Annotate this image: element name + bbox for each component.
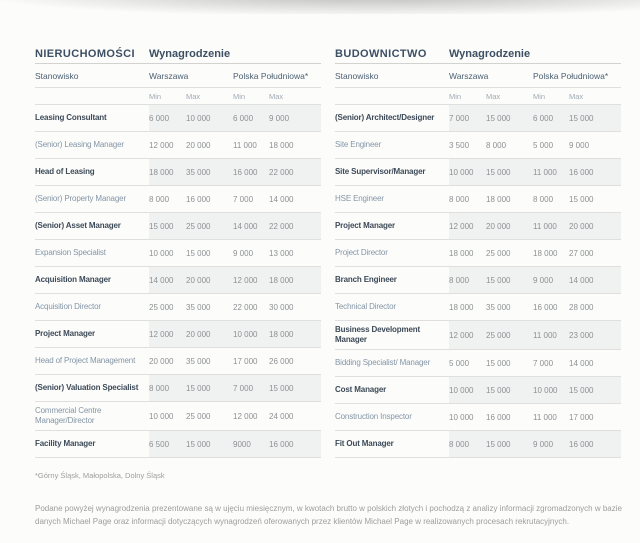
position-label: Bidding Specialist/ Manager: [335, 358, 431, 367]
salary-min-warszawa: 10 000: [449, 159, 486, 185]
salary-min-polska-poludniowa: 5 000: [533, 140, 554, 150]
salary-min-warszawa: 3 500: [449, 140, 470, 150]
column-header-warszawa: Warszawa: [149, 70, 189, 81]
table-row: [35, 321, 321, 348]
salary-min-polska-poludniowa: 9 000: [533, 431, 569, 457]
salary-min-polska-poludniowa: 9 000: [233, 248, 254, 258]
salary-max-polska-poludniowa: 16 000: [269, 431, 321, 457]
table-row: [35, 213, 321, 240]
table-row: [35, 402, 321, 431]
position-label: Leasing Consultant: [35, 113, 107, 122]
salary-min-warszawa: 18 000: [149, 159, 186, 185]
salary-max-warszawa: 10 000: [186, 105, 233, 131]
table-row: [35, 375, 321, 402]
salary-max-warszawa: 25 000: [186, 411, 211, 421]
salary-min-warszawa: 6 000: [149, 105, 186, 131]
salary-max-warszawa: 35 000: [486, 302, 511, 312]
salary-min-warszawa: 12 000: [149, 140, 174, 150]
salary-max-polska-poludniowa: 28 000: [569, 302, 594, 312]
salary-min-warszawa: 12 000: [449, 321, 486, 349]
disclaimer-text: Podane powyżej wynagrodzenia prezentowane są w ujęciu miesięcznym, w kwotach brutto w polskich złotych i pochodzą z analizy informacji zgromadzonych w bazie danych Michael Page oraz informacji dotyczących wynagrodzeń oferowanych przez klientów Michael Page w realizowanych procesach rekrutacyjnych.: [35, 504, 622, 526]
position-label: (Senior) Property Manager: [35, 194, 126, 203]
table-title-row: [335, 38, 621, 64]
salary-min-polska-poludniowa: 9000: [233, 431, 269, 457]
table-budownictwo: [335, 38, 621, 458]
salary-min-polska-poludniowa: 18 000: [533, 248, 558, 258]
table-row: [35, 294, 321, 321]
salary-max-polska-poludniowa: 23 000: [569, 321, 621, 349]
min-header: Min: [149, 91, 162, 101]
salary-min-warszawa: 12 000: [449, 213, 486, 239]
salary-max-warszawa: 20 000: [186, 140, 211, 150]
salary-min-polska-poludniowa: 10 000: [233, 321, 269, 347]
table-row: [335, 132, 621, 159]
salary-min-warszawa: 8 000: [449, 431, 486, 457]
salary-min-warszawa: 25 000: [149, 302, 174, 312]
table-title-row: [35, 38, 321, 64]
salary-max-warszawa: 25 000: [486, 248, 511, 258]
salary-max-polska-poludniowa: 9 000: [569, 140, 590, 150]
salary-min-warszawa: 8 000: [149, 194, 170, 204]
position-label: (Senior) Leasing Manager: [35, 140, 124, 149]
salary-min-polska-poludniowa: 7 000: [533, 358, 554, 368]
table-row: [35, 105, 321, 132]
table-row: [35, 159, 321, 186]
minmax-header-row: [335, 88, 621, 105]
salary-max-warszawa: 15 000: [486, 159, 533, 185]
salary-max-polska-poludniowa: 14 000: [569, 267, 621, 293]
salary-max-warszawa: 15 000: [486, 105, 533, 131]
salary-min-polska-poludniowa: 17 000: [233, 356, 258, 366]
salary-max-polska-poludniowa: 14 000: [569, 358, 594, 368]
salary-min-polska-poludniowa: 11 000: [533, 412, 557, 422]
salary-min-polska-poludniowa: 8 000: [533, 194, 554, 204]
max-header: Max: [569, 91, 584, 101]
salary-max-polska-poludniowa: 22 000: [269, 159, 321, 185]
salary-max-polska-poludniowa: 24 000: [269, 411, 294, 421]
salary-max-polska-poludniowa: 15 000: [569, 377, 621, 403]
salary-max-warszawa: 15 000: [486, 431, 533, 457]
salary-min-warszawa: 10 000: [149, 248, 174, 258]
position-label: (Senior) Asset Manager: [35, 221, 121, 230]
table-row: [35, 348, 321, 375]
salary-min-polska-poludniowa: 11 000: [533, 159, 569, 185]
salary-min-polska-poludniowa: 22 000: [233, 302, 258, 312]
salary-max-polska-poludniowa: 15 000: [569, 194, 594, 204]
position-label: (Senior) Architect/Designer: [335, 113, 435, 122]
position-label: Acquisition Director: [35, 302, 101, 311]
salary-min-polska-poludniowa: 7 000: [233, 375, 269, 401]
salary-max-warszawa: 15 000: [186, 431, 233, 457]
min-header: Min: [533, 91, 546, 101]
salary-max-polska-poludniowa: 15 000: [269, 375, 321, 401]
position-label: Head of Project Management: [35, 356, 136, 365]
salary-max-warszawa: 15 000: [186, 248, 211, 258]
max-header: Max: [186, 91, 201, 101]
salary-max-polska-poludniowa: 20 000: [569, 213, 621, 239]
position-label: Construction Inspector: [335, 412, 412, 421]
salary-max-polska-poludniowa: 14 000: [269, 194, 294, 204]
salary-max-polska-poludniowa: 15 000: [569, 105, 621, 131]
position-label: HSE Engineer: [335, 194, 384, 203]
salary-min-warszawa: 10 000: [449, 377, 486, 403]
salary-min-warszawa: 12 000: [149, 321, 186, 347]
position-label: Site Engineer: [335, 140, 382, 149]
salary-max-polska-poludniowa: 22 000: [269, 213, 321, 239]
table-row: [335, 240, 621, 267]
salary-max-polska-poludniowa: 9 000: [269, 105, 321, 131]
table-row: [335, 213, 621, 240]
salary-min-polska-poludniowa: 16 000: [233, 159, 269, 185]
salary-max-warszawa: 15 000: [186, 375, 233, 401]
salary-min-warszawa: 15 000: [149, 213, 186, 239]
salary-min-warszawa: 10 000: [149, 411, 174, 421]
position-label: Commercial Centre Manager/Director: [35, 406, 102, 425]
position-label: Project Director: [335, 248, 388, 257]
salary-max-warszawa: 15 000: [486, 377, 533, 403]
salary-min-warszawa: 10 000: [449, 412, 474, 422]
salary-min-warszawa: 14 000: [149, 267, 186, 293]
salary-min-warszawa: 5 000: [449, 358, 470, 368]
salary-max-polska-poludniowa: 18 000: [269, 140, 294, 150]
table-row: [35, 186, 321, 213]
section-title: NIERUCHOMOŚCI: [35, 48, 135, 60]
salary-max-warszawa: 35 000: [186, 159, 233, 185]
column-header-polska-poludniowa: Polska Południowa*: [233, 70, 309, 81]
position-label: (Senior) Valuation Specialist: [35, 383, 139, 392]
position-label: Branch Engineer: [335, 275, 397, 284]
salary-max-polska-poludniowa: 17 000: [569, 412, 594, 422]
salary-max-warszawa: 18 000: [486, 194, 511, 204]
salary-max-polska-poludniowa: 18 000: [269, 321, 321, 347]
region-footnote: *Górny Śląsk, Małopolska, Dolny Śląsk: [35, 471, 165, 480]
table-row: [35, 431, 321, 458]
salary-max-warszawa: 25 000: [486, 321, 533, 349]
position-label: Head of Leasing: [35, 167, 95, 176]
scan-top-shadow: [0, 0, 640, 14]
table-row: [335, 377, 621, 404]
salary-min-polska-poludniowa: 11 000: [233, 140, 257, 150]
salary-max-warszawa: 35 000: [186, 356, 211, 366]
column-header-polska-poludniowa: Polska Południowa*: [533, 70, 609, 81]
max-header: Max: [269, 91, 284, 101]
salary-max-polska-poludniowa: 18 000: [269, 267, 321, 293]
table-row: [335, 159, 621, 186]
table-row: [335, 105, 621, 132]
salary-heading: Wynagrodzenie: [149, 48, 231, 60]
column-header-row: [335, 64, 621, 88]
salary-max-warszawa: 20 000: [186, 321, 233, 347]
table-row: [35, 132, 321, 159]
position-label: Project Manager: [335, 221, 395, 230]
section-title: BUDOWNICTWO: [335, 48, 427, 60]
min-header: Min: [233, 91, 246, 101]
table-nieruchomosci: [35, 38, 321, 458]
salary-min-polska-poludniowa: 10 000: [533, 377, 569, 403]
position-label: Business Development Manager: [335, 325, 421, 344]
salary-min-warszawa: 7 000: [449, 105, 486, 131]
salary-max-warszawa: 35 000: [186, 302, 211, 312]
salary-max-polska-poludniowa: 26 000: [269, 356, 294, 366]
min-header: Min: [449, 91, 462, 101]
column-header-warszawa: Warszawa: [449, 70, 489, 81]
salary-min-polska-poludniowa: 11 000: [533, 213, 569, 239]
table-row: [35, 267, 321, 294]
salary-max-warszawa: 16 000: [486, 412, 511, 422]
table-row: [335, 267, 621, 294]
salary-min-polska-poludniowa: 14 000: [233, 213, 269, 239]
salary-min-polska-poludniowa: 6 000: [533, 105, 569, 131]
table-row: [335, 350, 621, 377]
salary-min-polska-poludniowa: 12 000: [233, 411, 258, 421]
table-row: [335, 404, 621, 431]
column-header-position: Stanowisko: [335, 70, 379, 81]
position-label: Acquisition Manager: [35, 275, 111, 284]
salary-min-polska-poludniowa: 12 000: [233, 267, 269, 293]
salary-max-warszawa: 8 000: [486, 140, 507, 150]
salary-max-warszawa: 16 000: [186, 194, 211, 204]
minmax-header-row: [35, 88, 321, 105]
salary-min-warszawa: 18 000: [449, 302, 474, 312]
table-row: [335, 294, 621, 321]
salary-min-polska-poludniowa: 7 000: [233, 194, 254, 204]
salary-min-polska-poludniowa: 16 000: [533, 302, 558, 312]
salary-min-polska-poludniowa: 11 000: [533, 321, 569, 349]
position-label: Facility Manager: [35, 439, 96, 448]
salary-max-polska-poludniowa: 27 000: [569, 248, 594, 258]
salary-max-warszawa: 15 000: [486, 267, 533, 293]
salary-max-warszawa: 20 000: [186, 267, 233, 293]
position-label: Site Supervisor/Manager: [335, 167, 426, 176]
position-label: Project Manager: [35, 329, 95, 338]
salary-min-warszawa: 20 000: [149, 356, 174, 366]
table-row: [35, 240, 321, 267]
position-label: Technical Director: [335, 302, 396, 311]
salary-max-polska-poludniowa: 16 000: [569, 431, 621, 457]
table-row: [335, 186, 621, 213]
position-label: Expansion Specialist: [35, 248, 106, 257]
salary-min-polska-poludniowa: 9 000: [533, 267, 569, 293]
salary-min-warszawa: 6 500: [149, 431, 186, 457]
table-body: [335, 105, 621, 458]
salary-max-warszawa: 25 000: [186, 213, 233, 239]
table-row: [335, 321, 621, 350]
salary-max-warszawa: 20 000: [486, 213, 533, 239]
salary-max-polska-poludniowa: 30 000: [269, 302, 294, 312]
salary-max-polska-poludniowa: 13 000: [269, 248, 294, 258]
salary-min-warszawa: 8 000: [149, 375, 186, 401]
salary-max-warszawa: 15 000: [486, 358, 511, 368]
salary-min-warszawa: 8 000: [449, 267, 486, 293]
column-header-position: Stanowisko: [35, 70, 79, 81]
max-header: Max: [486, 91, 501, 101]
table-body: [35, 105, 321, 458]
salary-min-warszawa: 18 000: [449, 248, 474, 258]
salary-min-polska-poludniowa: 6 000: [233, 105, 269, 131]
salary-heading: Wynagrodzenie: [449, 48, 531, 60]
salary-min-warszawa: 8 000: [449, 194, 470, 204]
salary-max-polska-poludniowa: 16 000: [569, 159, 621, 185]
position-label: Fit Out Manager: [335, 439, 394, 448]
table-row: [335, 431, 621, 458]
position-label: Cost Manager: [335, 385, 387, 394]
column-header-row: [35, 64, 321, 88]
